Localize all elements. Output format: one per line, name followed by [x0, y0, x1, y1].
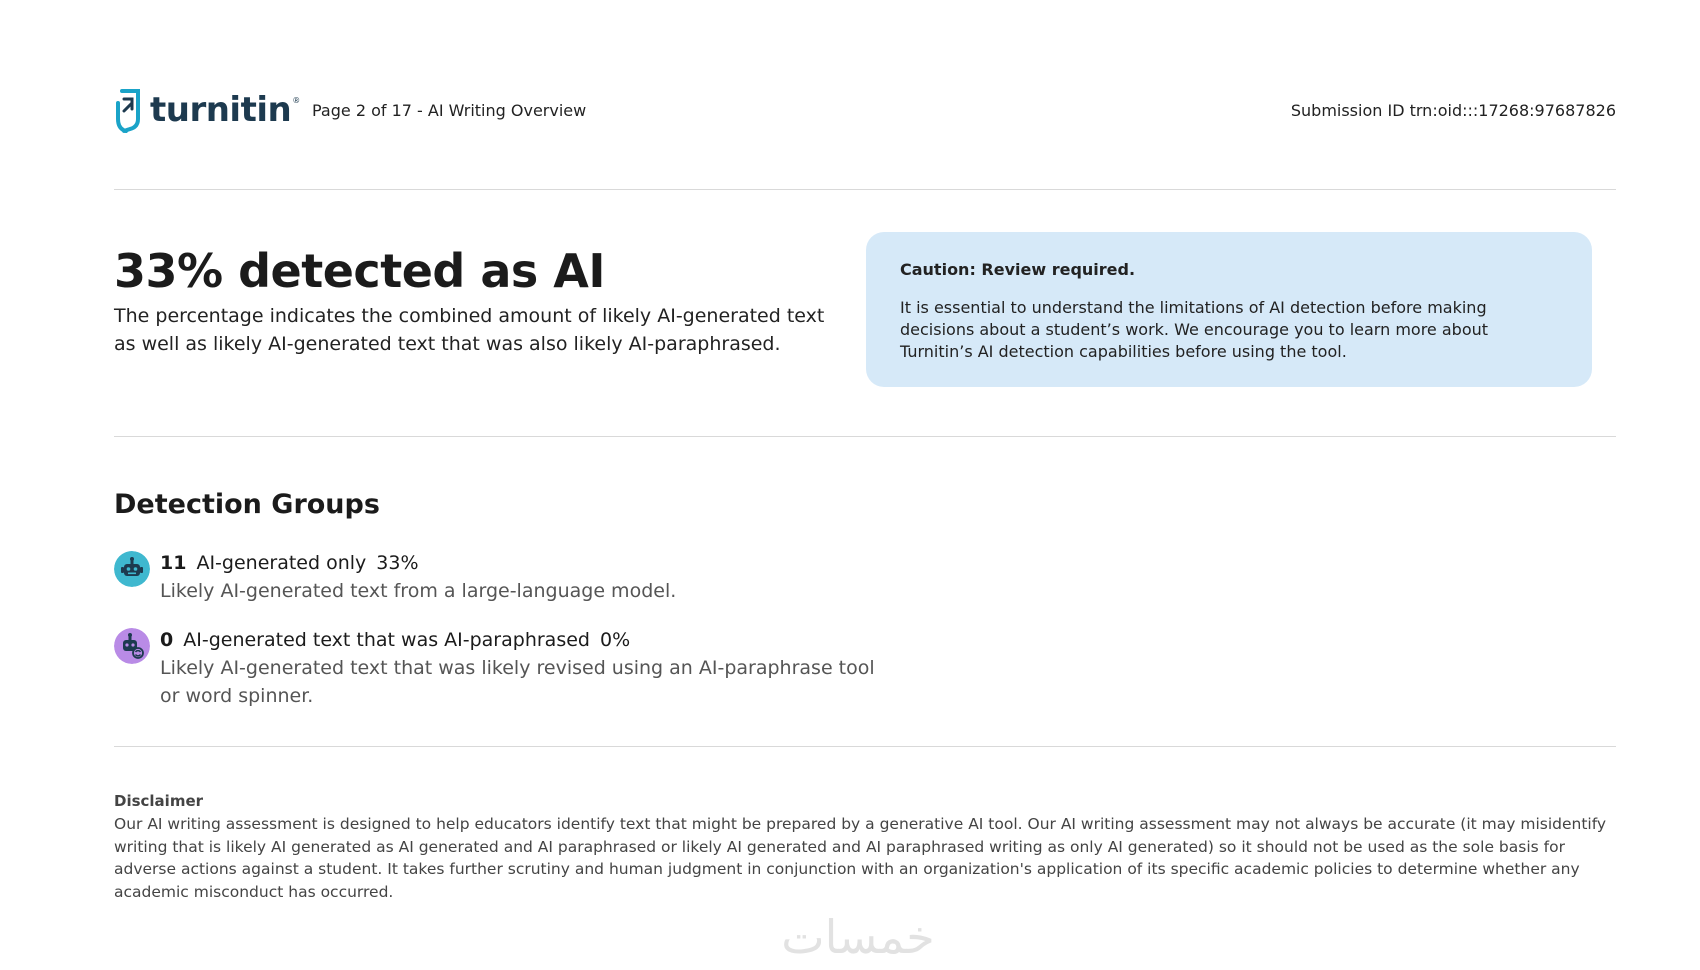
ai-percentage-description: The percentage indicates the combined amount of likely AI-generated text as well as likely AI-generated text that was also likely AI-paraphrased. — [114, 305, 825, 355]
turnitin-mark-icon — [114, 85, 144, 135]
watermark: خمسات — [781, 910, 935, 964]
caution-title: Caution: Review required. — [900, 260, 1136, 279]
disclaimer-title: Disclaimer — [114, 792, 204, 810]
detection-group-description: Likely AI-generated text that was likely revised using an AI-paraphrase tool or word spinner. — [160, 657, 875, 707]
robot-paraphrase-icon — [114, 628, 150, 664]
detection-group-percent: 0% — [599, 629, 631, 651]
caution-box — [866, 232, 1592, 387]
groups-divider — [114, 746, 1616, 747]
summary-divider — [114, 436, 1616, 437]
disclaimer-body: Our AI writing assessment is designed to help educators identify text that might be prepared by a generative AI tool. Our AI writing assessment may not always be accurate (it may misidentify writing that is likely AI generated as AI generated and AI paraphrased or likely AI generated and AI paraphrased writing as only AI generated) so it should not be used as the sole basis for adverse actions against a student. It takes further scrutiny and human judgment in conjunction with an organization's application of its specific academic policies to determine whether any academic misconduct has occurred. — [114, 815, 1607, 901]
turnitin-logo — [114, 84, 300, 136]
detection-group-percent: 33% — [376, 552, 419, 574]
robot-icon — [114, 551, 150, 587]
detection-group-text — [160, 626, 880, 710]
detection-groups-title: Detection Groups — [114, 489, 380, 520]
header-divider — [114, 189, 1616, 190]
detection-group-description: Likely AI-generated text from a large-language model. — [160, 580, 677, 602]
logo-wordmark: turnitin — [150, 90, 292, 130]
detection-group-heading — [160, 549, 880, 577]
trademark-mark: ® — [292, 95, 301, 105]
submission-id: Submission ID trn:oid:::17268:97687826 — [1290, 101, 1616, 120]
caution-body: It is essential to understand the limitations of AI detection before making decisions about a student’s work. We encourage you to learn more about Turnitin’s AI detection capabilities before using the tool. — [900, 298, 1489, 361]
ai-percentage-headline: 33% detected as AI — [114, 244, 605, 298]
detection-group-label: AI-generated only — [196, 552, 367, 574]
page-label: Page 2 of 17 - AI Writing Overview — [312, 101, 587, 120]
detection-group-text — [160, 549, 880, 605]
detection-group-label: AI-generated text that was AI-paraphrased — [183, 629, 590, 651]
detection-group-count: 11 — [160, 552, 187, 574]
detection-group-heading — [160, 626, 880, 654]
detection-group-count: 0 — [160, 629, 174, 651]
report-header — [114, 84, 1616, 140]
